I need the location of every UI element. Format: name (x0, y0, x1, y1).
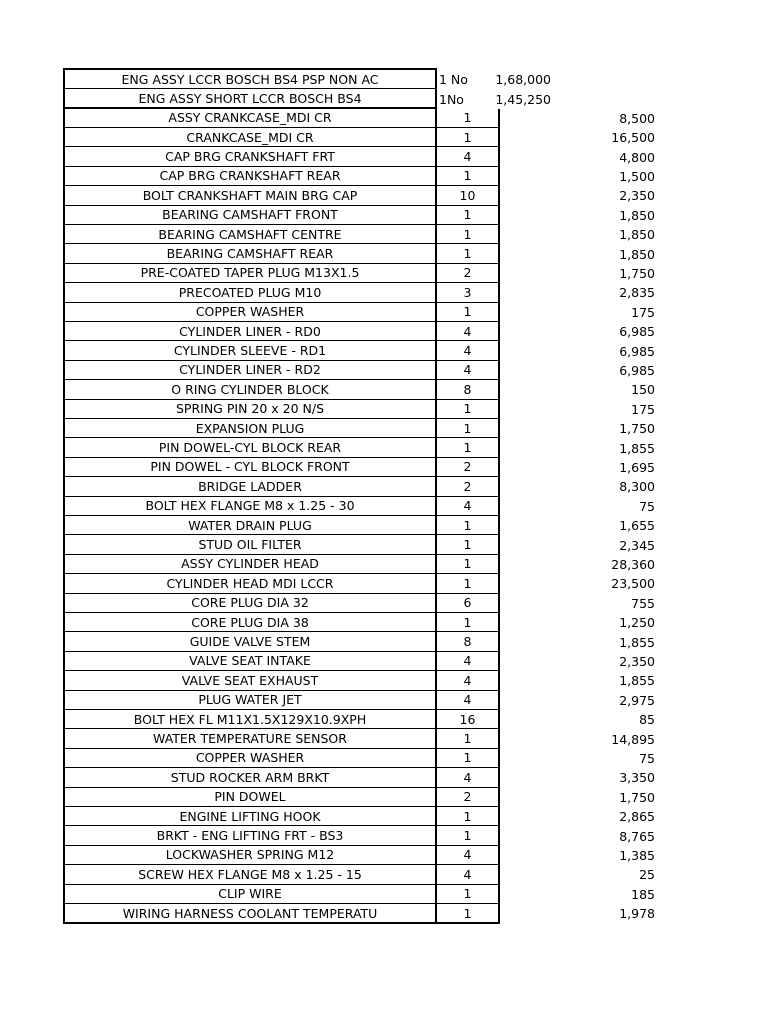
part-price-cell: 85 (639, 712, 655, 728)
table-row (0, 380, 768, 399)
part-price-cell: 3,350 (619, 770, 655, 786)
part-price-cell: 2,350 (619, 188, 655, 204)
part-name-cell: BOLT CRANKSHAFT MAIN BRG CAP (63, 186, 437, 205)
part-price-cell: 175 (631, 304, 655, 320)
part-qty-cell: 1 (437, 109, 500, 128)
part-price-cell: 755 (631, 595, 655, 611)
part-qty-cell: 4 (437, 768, 500, 787)
part-price-cell: 1,855 (619, 673, 655, 689)
part-name-cell: BEARING CAMSHAFT REAR (63, 244, 437, 263)
part-price-cell: 150 (631, 382, 655, 398)
part-price-cell: 6,985 (619, 362, 655, 378)
part-qty-cell: 1 (437, 206, 500, 225)
part-name-cell: GUIDE VALVE STEM (63, 632, 437, 651)
part-qty-cell: 1 (437, 826, 500, 845)
header-item-unit: 1 No (439, 72, 468, 88)
part-price-cell: 1,850 (619, 246, 655, 262)
part-name-cell: ASSY CRANKCASE_MDI CR (63, 109, 437, 128)
part-price-cell: 6,985 (619, 324, 655, 340)
part-price-cell: 1,695 (619, 459, 655, 475)
part-qty-cell: 4 (437, 497, 500, 516)
part-qty-cell: 1 (437, 904, 500, 923)
part-name-cell: BOLT HEX FL M11X1.5X129X10.9XPH (63, 710, 437, 729)
part-price-cell: 8,500 (619, 110, 655, 126)
part-qty-cell: 4 (437, 865, 500, 884)
table-row (0, 788, 768, 807)
table-row (0, 128, 768, 147)
part-qty-cell: 1 (437, 885, 500, 904)
part-name-cell: PIN DOWEL (63, 788, 437, 807)
header-item-name: ENG ASSY LCCR BOSCH BS4 PSP NON AC (63, 70, 437, 89)
table-row (0, 613, 768, 632)
part-name-cell: BRIDGE LADDER (63, 477, 437, 496)
table-row (0, 555, 768, 574)
table-row (0, 283, 768, 302)
table-row (0, 147, 768, 166)
part-price-cell: 16,500 (611, 130, 655, 146)
part-qty-cell: 2 (437, 264, 500, 283)
table-row (0, 244, 768, 263)
table-row (0, 400, 768, 419)
part-qty-cell: 4 (437, 652, 500, 671)
part-price-cell: 1,385 (619, 847, 655, 863)
table-row (0, 516, 768, 535)
table-bottom-border (63, 922, 500, 924)
table-row (0, 109, 768, 128)
part-name-cell: CYLINDER SLEEVE - RD1 (63, 341, 437, 360)
part-name-cell: CLIP WIRE (63, 885, 437, 904)
table-row (0, 535, 768, 554)
table-row (0, 729, 768, 748)
part-qty-cell: 4 (437, 691, 500, 710)
part-name-cell: COPPER WASHER (63, 749, 437, 768)
part-price-cell: 2,835 (619, 285, 655, 301)
part-qty-cell: 10 (437, 186, 500, 205)
part-qty-cell: 1 (437, 574, 500, 593)
table-row (0, 749, 768, 768)
part-price-cell: 8,765 (619, 828, 655, 844)
part-name-cell: LOCKWASHER SPRING M12 (63, 846, 437, 865)
part-price-cell: 1,850 (619, 207, 655, 223)
part-price-cell: 75 (639, 750, 655, 766)
table-row (0, 419, 768, 438)
part-name-cell: CORE PLUG DIA 32 (63, 594, 437, 613)
part-name-cell: CORE PLUG DIA 38 (63, 613, 437, 632)
table-row (0, 438, 768, 457)
part-name-cell: WIRING HARNESS COOLANT TEMPERATU (63, 904, 437, 923)
part-qty-cell: 6 (437, 594, 500, 613)
part-name-cell: SPRING PIN 20 x 20 N/S (63, 400, 437, 419)
part-name-cell: VALVE SEAT EXHAUST (63, 671, 437, 690)
part-qty-cell: 1 (437, 749, 500, 768)
table-row (0, 186, 768, 205)
part-name-cell: PIN DOWEL - CYL BLOCK FRONT (63, 458, 437, 477)
part-qty-cell: 4 (437, 147, 500, 166)
part-name-cell: CYLINDER LINER - RD2 (63, 361, 437, 380)
part-qty-cell: 1 (437, 516, 500, 535)
part-price-cell: 6,985 (619, 343, 655, 359)
table-row (0, 652, 768, 671)
table-row (0, 671, 768, 690)
part-price-cell: 1,855 (619, 440, 655, 456)
part-qty-cell: 1 (437, 225, 500, 244)
part-name-cell: CAP BRG CRANKSHAFT FRT (63, 147, 437, 166)
part-price-cell: 1,750 (619, 789, 655, 805)
part-name-cell: BEARING CAMSHAFT CENTRE (63, 225, 437, 244)
part-qty-cell: 4 (437, 322, 500, 341)
part-name-cell: CRANKCASE_MDI CR (63, 128, 437, 147)
part-price-cell: 75 (639, 498, 655, 514)
part-qty-cell: 8 (437, 632, 500, 651)
part-price-cell: 1,655 (619, 518, 655, 534)
part-name-cell: WATER TEMPERATURE SENSOR (63, 729, 437, 748)
part-qty-cell: 4 (437, 671, 500, 690)
header-item-price: 1,45,250 (495, 91, 551, 107)
part-qty-cell: 4 (437, 341, 500, 360)
part-name-cell: BEARING CAMSHAFT FRONT (63, 206, 437, 225)
part-name-cell: PLUG WATER JET (63, 691, 437, 710)
part-qty-cell: 16 (437, 710, 500, 729)
part-name-cell: EXPANSION PLUG (63, 419, 437, 438)
table-row (0, 768, 768, 787)
part-price-cell: 4,800 (619, 149, 655, 165)
part-qty-cell: 8 (437, 380, 500, 399)
table-row (0, 865, 768, 884)
table-row (0, 206, 768, 225)
part-price-cell: 25 (639, 867, 655, 883)
table-row (0, 477, 768, 496)
part-qty-cell: 1 (437, 555, 500, 574)
table-row (0, 322, 768, 341)
part-name-cell: COPPER WASHER (63, 303, 437, 322)
part-price-cell: 2,350 (619, 653, 655, 669)
part-qty-cell: 4 (437, 361, 500, 380)
table-row (0, 904, 768, 923)
part-qty-cell: 3 (437, 283, 500, 302)
header-item-price: 1,68,000 (495, 72, 551, 88)
part-qty-cell: 1 (437, 400, 500, 419)
part-qty-cell: 1 (437, 438, 500, 457)
part-price-cell: 2,865 (619, 809, 655, 825)
part-qty-cell: 1 (437, 419, 500, 438)
part-name-cell: PRE-COATED TAPER PLUG M13X1.5 (63, 264, 437, 283)
part-price-cell: 175 (631, 401, 655, 417)
part-qty-cell: 2 (437, 477, 500, 496)
table-row (0, 885, 768, 904)
part-qty-cell: 1 (437, 613, 500, 632)
part-qty-cell: 1 (437, 167, 500, 186)
table-row (0, 361, 768, 380)
table-row (0, 691, 768, 710)
table-row (0, 303, 768, 322)
table-row (0, 846, 768, 865)
part-name-cell: CYLINDER LINER - RD0 (63, 322, 437, 341)
part-price-cell: 8,300 (619, 479, 655, 495)
part-name-cell: WATER DRAIN PLUG (63, 516, 437, 535)
table-row (0, 632, 768, 651)
part-price-cell: 1,850 (619, 227, 655, 243)
table-row (0, 497, 768, 516)
part-name-cell: SCREW HEX FLANGE M8 x 1.25 - 15 (63, 865, 437, 884)
table-row (0, 458, 768, 477)
part-name-cell: PIN DOWEL-CYL BLOCK REAR (63, 438, 437, 457)
part-qty-cell: 1 (437, 729, 500, 748)
part-price-cell: 1,978 (619, 906, 655, 922)
header-item-name: ENG ASSY SHORT LCCR BOSCH BS4 (63, 89, 437, 108)
table-row (0, 225, 768, 244)
table-row (0, 807, 768, 826)
part-name-cell: CYLINDER HEAD MDI LCCR (63, 574, 437, 593)
part-price-cell: 1,500 (619, 168, 655, 184)
part-price-cell: 23,500 (611, 576, 655, 592)
part-name-cell: BRKT - ENG LIFTING FRT - BS3 (63, 826, 437, 845)
part-price-cell: 185 (631, 886, 655, 902)
table-row (0, 594, 768, 613)
part-price-cell: 1,750 (619, 265, 655, 281)
header-row (0, 89, 768, 108)
part-qty-cell: 1 (437, 303, 500, 322)
part-qty-cell: 2 (437, 788, 500, 807)
part-name-cell: STUD OIL FILTER (63, 535, 437, 554)
part-price-cell: 2,345 (619, 537, 655, 553)
part-price-cell: 1,250 (619, 615, 655, 631)
table-row (0, 264, 768, 283)
part-name-cell: BOLT HEX FLANGE M8 x 1.25 - 30 (63, 497, 437, 516)
table-row (0, 341, 768, 360)
part-qty-cell: 1 (437, 128, 500, 147)
table-row (0, 167, 768, 186)
part-qty-cell: 1 (437, 244, 500, 263)
part-price-cell: 1,855 (619, 634, 655, 650)
part-name-cell: PRECOATED PLUG M10 (63, 283, 437, 302)
part-qty-cell: 1 (437, 807, 500, 826)
part-name-cell: ENGINE LIFTING HOOK (63, 807, 437, 826)
part-qty-cell: 1 (437, 535, 500, 554)
part-price-cell: 14,895 (611, 731, 655, 747)
part-price-cell: 2,975 (619, 692, 655, 708)
part-name-cell: ASSY CYLINDER HEAD (63, 555, 437, 574)
table-row (0, 574, 768, 593)
header-row (0, 70, 768, 89)
part-name-cell: CAP BRG CRANKSHAFT REAR (63, 167, 437, 186)
part-qty-cell: 4 (437, 846, 500, 865)
table-row (0, 826, 768, 845)
table-row (0, 710, 768, 729)
part-price-cell: 28,360 (611, 556, 655, 572)
part-name-cell: STUD ROCKER ARM BRKT (63, 768, 437, 787)
part-price-cell: 1,750 (619, 421, 655, 437)
part-name-cell: VALVE SEAT INTAKE (63, 652, 437, 671)
part-name-cell: O RING CYLINDER BLOCK (63, 380, 437, 399)
part-qty-cell: 2 (437, 458, 500, 477)
header-item-unit: 1No (439, 91, 464, 107)
